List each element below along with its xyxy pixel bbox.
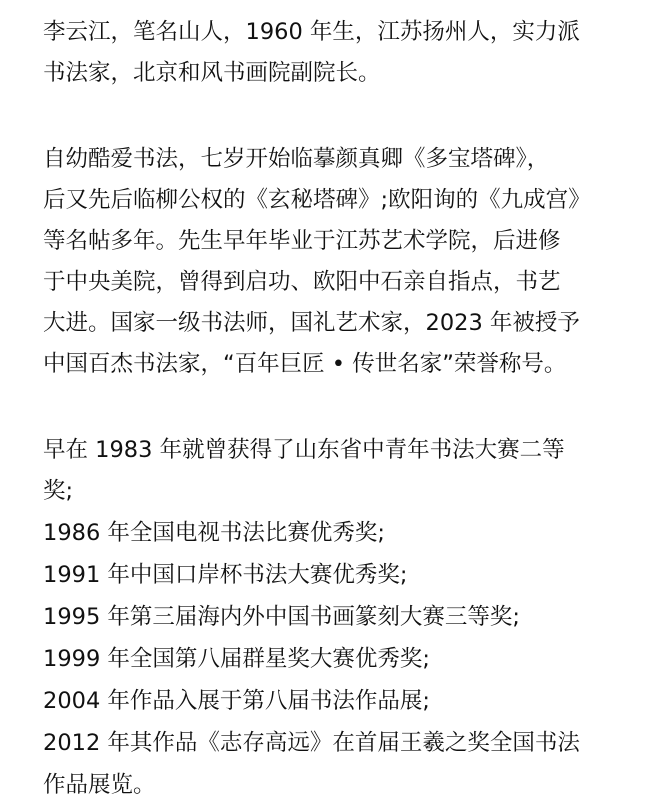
- text-line: 大进。国家一级书法师，国礼艺术家，2023 年被授予: [43, 310, 580, 336]
- awards-intro-paragraph: [43, 430, 613, 512]
- award-item: 作品展览。: [43, 772, 156, 798]
- text-line: 等名帖多年。先生早年毕业于江苏艺术学院，后进修: [43, 228, 561, 254]
- biography-paragraph: [43, 139, 613, 385]
- award-item: 1999 年全国第八届群星奖大赛优秀奖;: [43, 646, 430, 672]
- award-item: 1986 年全国电视书法比赛优秀奖;: [43, 520, 385, 546]
- text-line: 早在 1983 年就曾获得了山东省中青年书法大赛二等: [43, 437, 565, 463]
- text-line: 后又先后临柳公权的《玄秘塔碑》;欧阳询的《九成宫》: [43, 187, 591, 213]
- award-item: 2004 年作品入展于第八届书法作品展;: [43, 688, 430, 714]
- text-line: 奖;: [43, 478, 74, 504]
- intro-paragraph: [43, 12, 613, 94]
- text-line: 中国百杰书法家，“百年巨匠 • 传世名家”荣誉称号。: [43, 351, 567, 377]
- award-item: 2012 年其作品《志存高远》在首届王羲之奖全国书法: [43, 730, 580, 756]
- text-line: 书法家，北京和风书画院副院长。: [43, 60, 381, 86]
- awards-list: [43, 512, 580, 806]
- award-item: 1991 年中国口岸杯书法大赛优秀奖;: [43, 562, 408, 588]
- award-item: 1995 年第三届海内外中国书画篆刻大赛三等奖;: [43, 604, 520, 630]
- text-line: 于中央美院，曾得到启功、欧阳中石亲自指点，书艺: [43, 269, 561, 295]
- text-line: 自幼酷爱书法，七岁开始临摹颜真卿《多宝塔碑》，: [43, 146, 550, 172]
- text-line: 李云江，笔名山人，1960 年生，江苏扬州人，实力派: [43, 19, 580, 45]
